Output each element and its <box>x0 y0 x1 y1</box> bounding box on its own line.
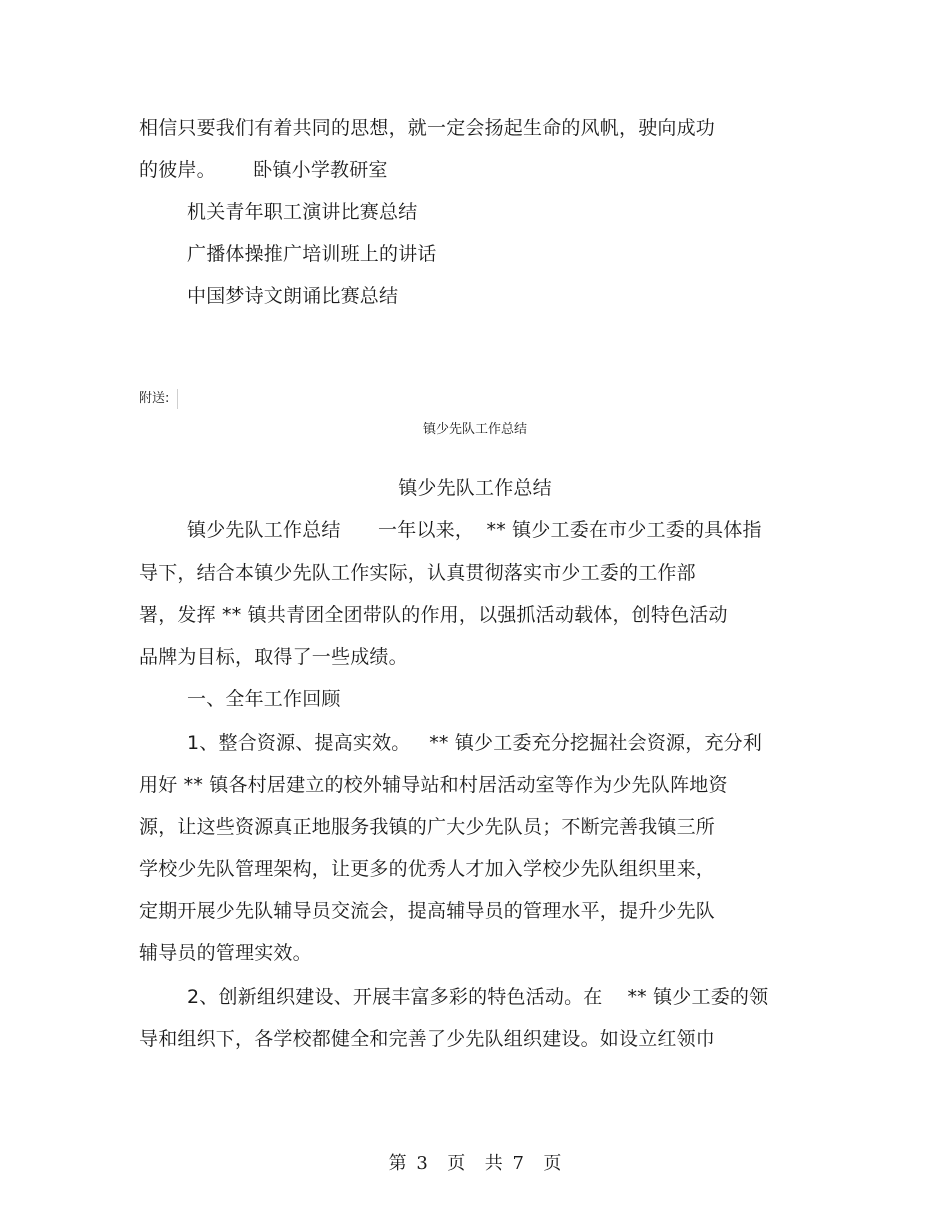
top-line-1: 相信只要我们有着共同的思想，就一定会扬起生命的风帆，驶向成功 <box>139 117 716 139</box>
attachment-heading: 镇少先队工作总结 <box>422 422 527 437</box>
article-line-10: 定期开展少先队辅导员交流会，提高辅导员的管理水平，提升少先队 <box>139 900 716 922</box>
article-line-9: 学校少先队管理架构，让更多的优秀人才加入学校少先队组织里来， <box>139 858 716 880</box>
attachment-divider <box>171 389 178 409</box>
related-link-1[interactable]: 机关青年职工演讲比赛总结 <box>187 201 418 223</box>
top-line-2: 的彼岸。 卧镇小学教研室 <box>139 159 388 181</box>
article-line-3: 署，发挥 ** 镇共青团全团带队的作用，以强抓活动载体，创特色活动 <box>139 604 728 626</box>
article-line-8: 源，让这些资源真正地服务我镇的广大少先队员；不断完善我镇三所 <box>139 816 716 838</box>
article-line-2: 导下，结合本镇少先队工作实际，认真贯彻落实市少工委的工作部 <box>139 562 696 584</box>
page-number: 第 3 页 共 7 页 <box>388 1153 562 1174</box>
section-heading-1: 一、全年工作回顾 <box>187 688 341 710</box>
article-title: 镇少先队工作总结 <box>398 477 552 499</box>
article-line-6: 1、整合资源、提高实效。 ** 镇少工委充分挖掘社会资源，充分利 <box>187 732 763 754</box>
article-line-7: 用好 ** 镇各村居建立的校外辅导站和村居活动室等作为少先队阵地资 <box>139 774 728 796</box>
article-line-12: 2、创新组织建设、开展丰富多彩的特色活动。在 ** 镇少工委的领 <box>187 986 769 1008</box>
attachment-label: 附送: <box>139 391 170 406</box>
article-line-1: 镇少先队工作总结 一年以来， ** 镇少工委在市少工委的具体指 <box>187 519 762 541</box>
article-line-13: 导和组织下，各学校都健全和完善了少先队组织建设。如设立红领巾 <box>139 1028 716 1050</box>
attachment-row <box>139 388 178 410</box>
article-line-11: 辅导员的管理实效。 <box>139 942 312 964</box>
article-line-4: 品牌为目标，取得了一些成绩。 <box>139 646 408 668</box>
related-link-2[interactable]: 广播体操推广培训班上的讲话 <box>187 243 437 265</box>
related-link-3[interactable]: 中国梦诗文朗诵比赛总结 <box>187 285 399 307</box>
